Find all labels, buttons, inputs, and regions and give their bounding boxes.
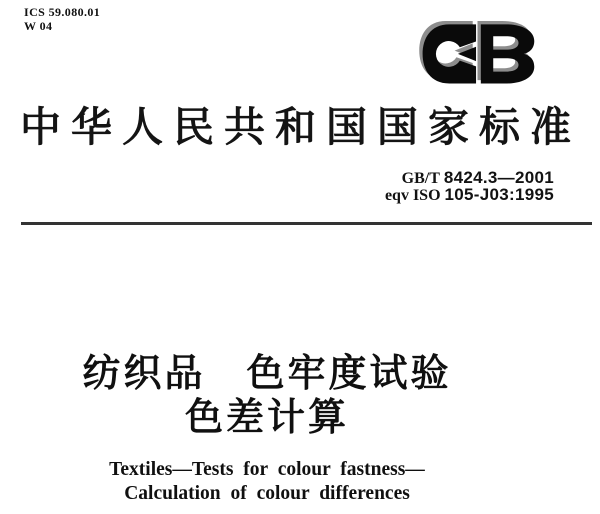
gb-standard-logo-icon (419, 21, 535, 84)
header-divider-rule (21, 222, 592, 225)
title-zh-line2: 色差计算 (184, 397, 349, 439)
standard-code: 8424.3—2001 (443, 168, 554, 187)
title-en-line1: Textiles—Tests for colour fastness— (109, 459, 425, 480)
document-title-block (0, 352, 534, 506)
national-standard-heading: 中华人民共和国国家标准 (20, 104, 581, 150)
doc-class-code: W 04 (24, 18, 53, 33)
ics-classification-block (24, 6, 100, 33)
equivalence-line (384, 184, 554, 204)
standard-prefix: GB/T (401, 170, 440, 187)
equivalence-code: 105-J03:1995 (444, 184, 554, 204)
gb-logo-graphic (419, 21, 535, 84)
standard-number-block (385, 170, 554, 203)
ics-code: ICS 59.080.01 (24, 5, 101, 19)
equivalence-prefix: eqv ISO (384, 186, 441, 204)
title-en-line2: Calculation of colour differences (124, 483, 410, 504)
title-zh-line1: 纺织品 色牢度试验 (82, 353, 452, 395)
